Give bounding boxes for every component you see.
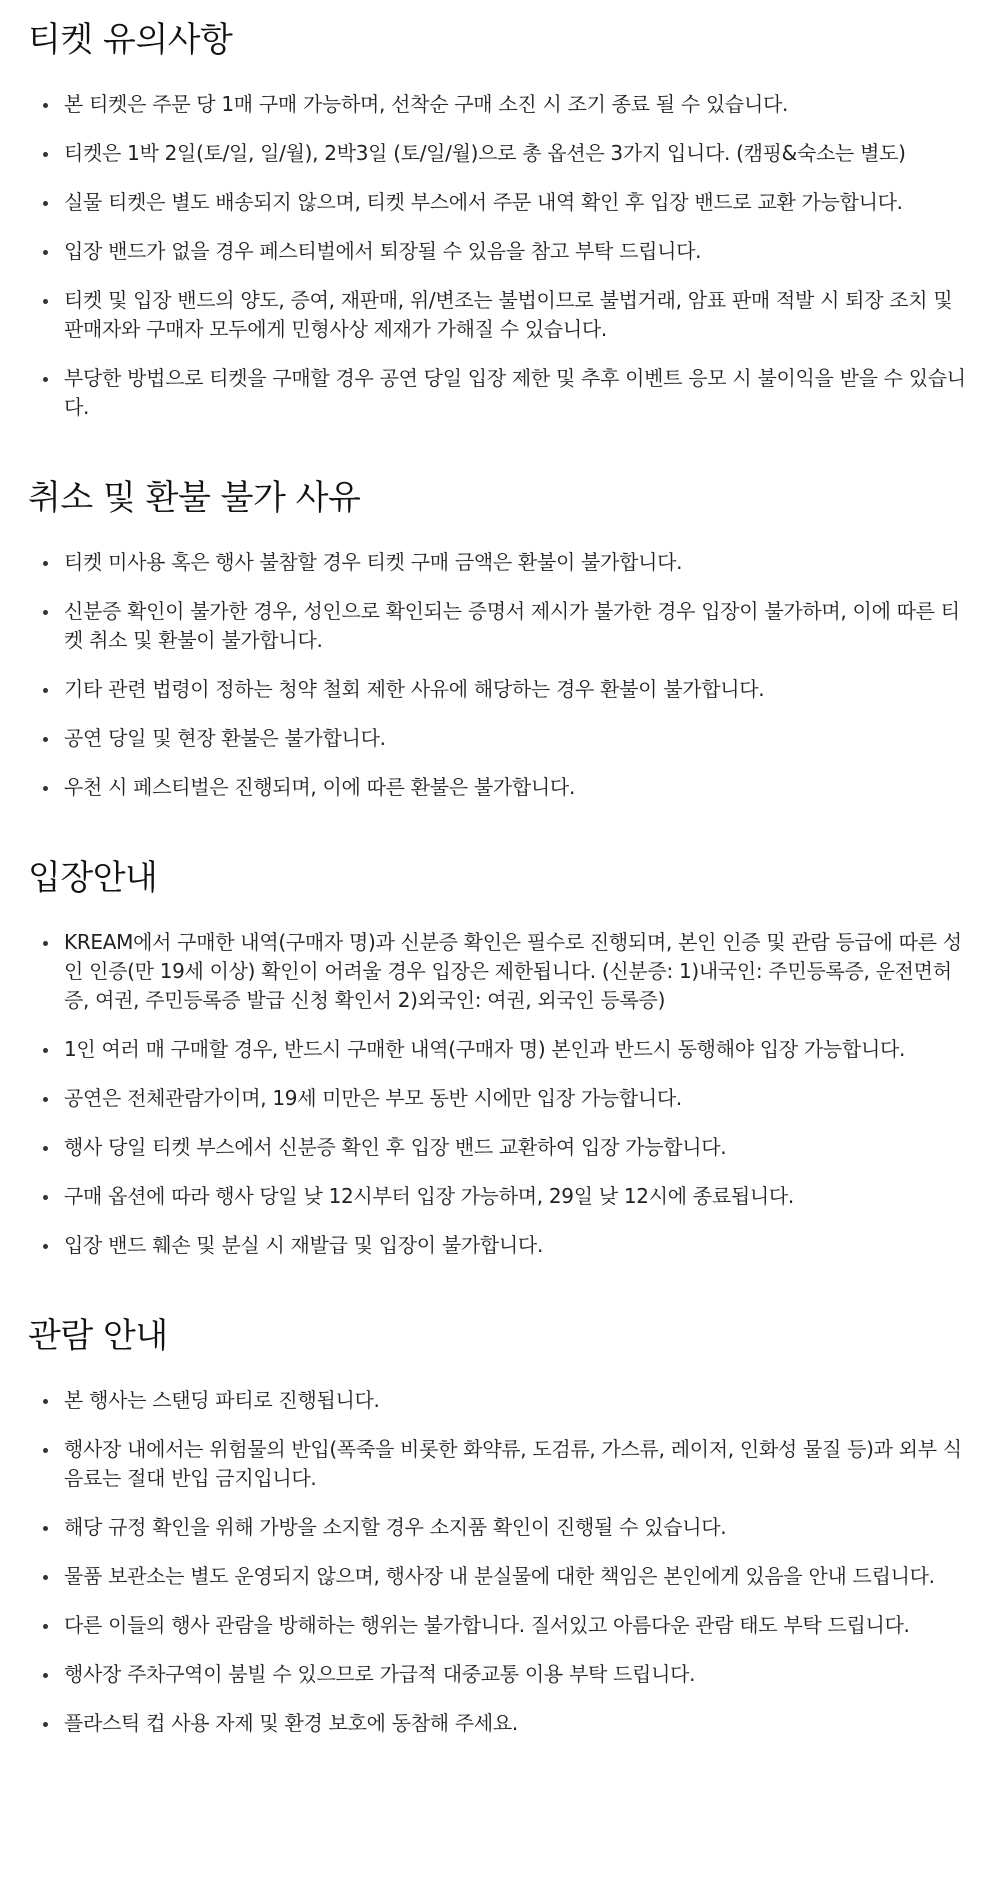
list-item: 신분증 확인이 불가한 경우, 성인으로 확인되는 증명서 제시가 불가한 경우 입장이 불가하며, 이에 따른 티켓 취소 및 환불이 불가합니다. bbox=[28, 597, 972, 655]
list-item: 부당한 방법으로 티켓을 구매할 경우 공연 당일 입장 제한 및 추후 이벤트 응모 시 불이익을 받을 수 있습니다. bbox=[28, 364, 972, 422]
section-title: 티켓 유의사항 bbox=[28, 20, 233, 60]
list-item: 구매 옵션에 따라 행사 당일 낮 12시부터 입장 가능하며, 29일 낮 12시에 종료됩니다. bbox=[28, 1182, 972, 1211]
list-item: 기타 관련 법령이 정하는 청약 철회 제한 사유에 해당하는 경우 환불이 불가합니다. bbox=[28, 675, 972, 704]
list-item: 행사 당일 티켓 부스에서 신분증 확인 후 입장 밴드 교환하여 입장 가능합니다. bbox=[28, 1133, 972, 1162]
section-viewing-info bbox=[28, 1310, 972, 1738]
list-item: 실물 티켓은 별도 배송되지 않으며, 티켓 부스에서 주문 내역 확인 후 입장 밴드로 교환 가능합니다. bbox=[28, 188, 972, 217]
list-item: 본 티켓은 주문 당 1매 구매 가능하며, 선착순 구매 소진 시 조기 종료 될 수 있습니다. bbox=[28, 90, 972, 119]
list-item: 공연 당일 및 현장 환불은 불가합니다. bbox=[28, 724, 972, 753]
section-title: 입장안내 bbox=[28, 858, 158, 898]
section-title: 취소 및 환불 불가 사유 bbox=[28, 478, 361, 518]
notice-list bbox=[28, 928, 972, 1260]
list-item: 행사장 내에서는 위험물의 반입(폭죽을 비롯한 화약류, 도검류, 가스류, 레이저, 인화성 물질 등)과 외부 식음료는 절대 반입 금지입니다. bbox=[28, 1435, 972, 1493]
list-item: 물품 보관소는 별도 운영되지 않으며, 행사장 내 분실물에 대한 책임은 본인에게 있음을 안내 드립니다. bbox=[28, 1562, 972, 1591]
list-item: 플라스틱 컵 사용 자제 및 환경 보호에 동참해 주세요. bbox=[28, 1709, 972, 1738]
notice-list bbox=[28, 1386, 972, 1738]
section-ticket-notes bbox=[28, 14, 972, 422]
list-item: 입장 밴드가 없을 경우 페스티벌에서 퇴장될 수 있음을 참고 부탁 드립니다. bbox=[28, 237, 972, 266]
list-item: 입장 밴드 훼손 및 분실 시 재발급 및 입장이 불가합니다. bbox=[28, 1231, 972, 1260]
list-item: 해당 규정 확인을 위해 가방을 소지할 경우 소지품 확인이 진행될 수 있습니다. bbox=[28, 1513, 972, 1542]
notice-list bbox=[28, 90, 972, 422]
section-entry-info bbox=[28, 852, 972, 1260]
list-item: 1인 여러 매 구매할 경우, 반드시 구매한 내역(구매자 명) 본인과 반드시 동행해야 입장 가능합니다. bbox=[28, 1035, 972, 1064]
list-item: 티켓 미사용 혹은 행사 불참할 경우 티켓 구매 금액은 환불이 불가합니다. bbox=[28, 548, 972, 577]
list-item: KREAM에서 구매한 내역(구매자 명)과 신분증 확인은 필수로 진행되며, 본인 인증 및 관람 등급에 따른 성인 인증(만 19세 이상) 확인이 어려울 경우 입장은 제한됩니다. (신분증: 1)내국인: 주민등록증, 운전면허증, 여권, 주민등록증 발급 신청 확인서 2)외국인: 여권, 외국인 등록증) bbox=[28, 928, 972, 1015]
list-item: 티켓 및 입장 밴드의 양도, 증여, 재판매, 위/변조는 불법이므로 불법거래, 암표 판매 적발 시 퇴장 조치 및 판매자와 구매자 모두에게 민형사상 제재가 가해질 수 있습니다. bbox=[28, 286, 972, 344]
list-item: 티켓은 1박 2일(토/일, 일/월), 2박3일 (토/일/월)으로 총 옵션은 3가지 입니다. (캠핑&숙소는 별도) bbox=[28, 139, 972, 168]
section-refund-restrictions bbox=[28, 472, 972, 802]
list-item: 행사장 주차구역이 붐빌 수 있으므로 가급적 대중교통 이용 부탁 드립니다. bbox=[28, 1660, 972, 1689]
notice-list bbox=[28, 548, 972, 802]
list-item: 본 행사는 스탠딩 파티로 진행됩니다. bbox=[28, 1386, 972, 1415]
section-title: 관람 안내 bbox=[28, 1316, 168, 1356]
list-item: 공연은 전체관람가이며, 19세 미만은 부모 동반 시에만 입장 가능합니다. bbox=[28, 1084, 972, 1113]
list-item: 우천 시 페스티벌은 진행되며, 이에 따른 환불은 불가합니다. bbox=[28, 773, 972, 802]
list-item: 다른 이들의 행사 관람을 방해하는 행위는 불가합니다. 질서있고 아름다운 관람 태도 부탁 드립니다. bbox=[28, 1611, 972, 1640]
